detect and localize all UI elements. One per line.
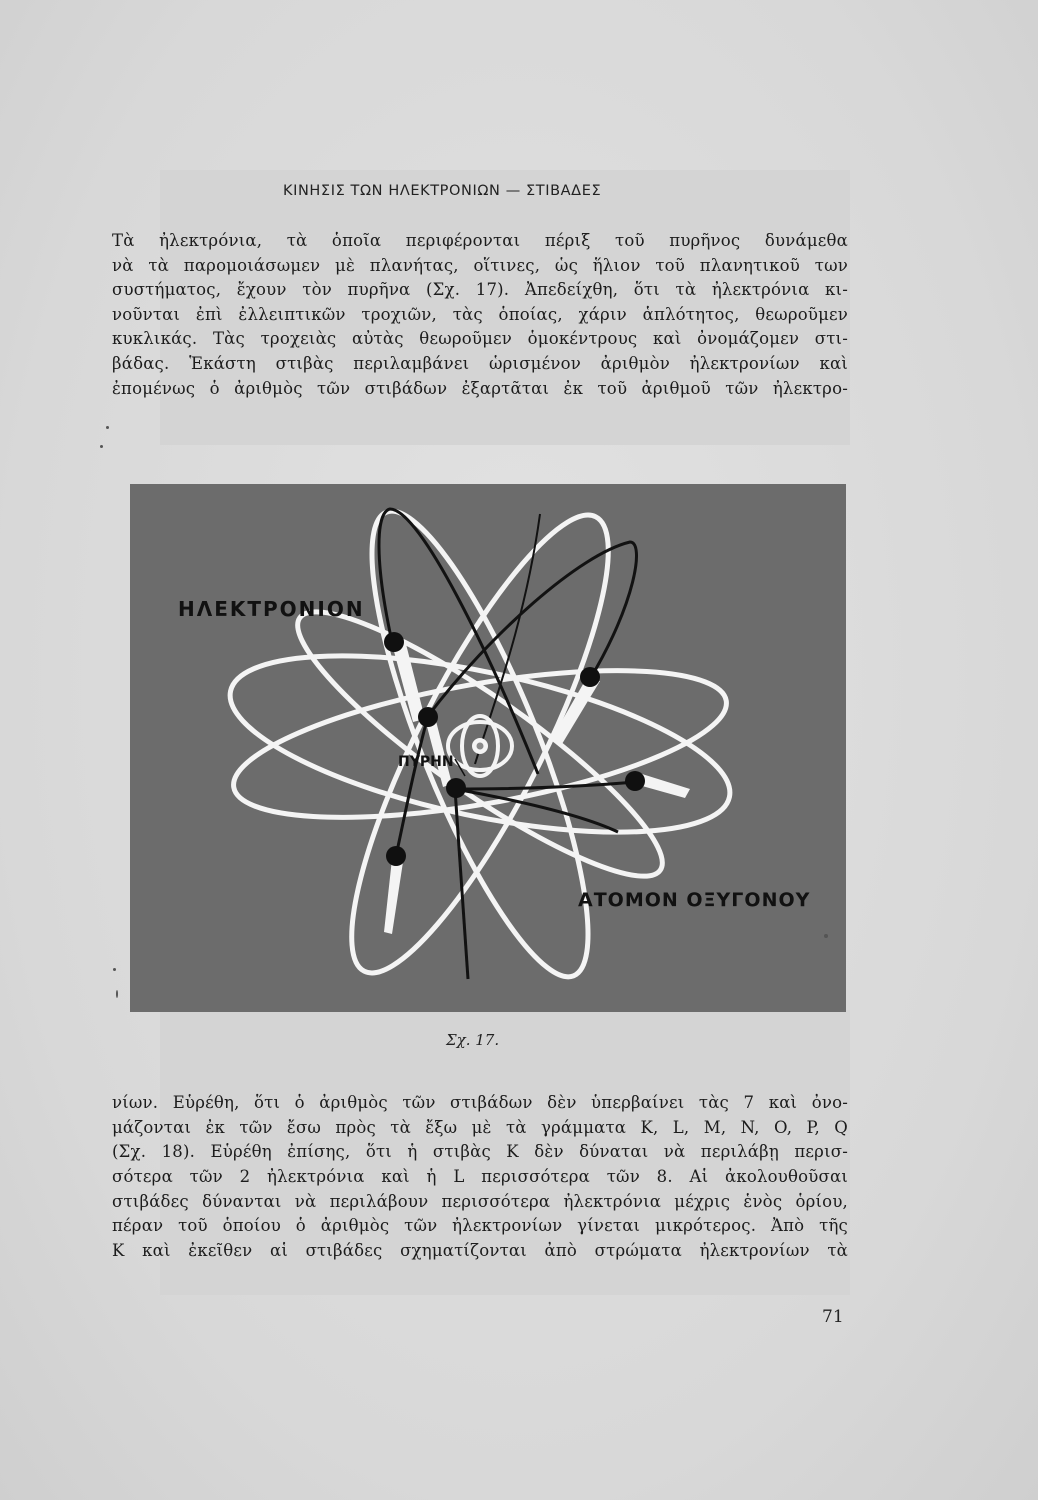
- text-line: Τὰ ἠλεκτρόνια, τὰ ὁποῖα περιφέρονται πέριξ τοῦ πυρῆνος δυνάμεθα: [112, 231, 848, 250]
- label-atom: ΑΤΟΜΟΝ ΟΞΥΓΟΝΟΥ: [578, 889, 811, 911]
- print-speck: [116, 990, 118, 998]
- text-line: πέραν τοῦ ὁποίου ὁ ἀριθμὸς τῶν ἠλεκτρονίων γίνεται μικρότερος. Ἀπὸ τῆς: [112, 1216, 848, 1236]
- text-line: κυκλικάς. Τὰς τροχειὰς αὐτὰς θεωροῦμεν ὁμοκέντρους καὶ ὀνομάζομεν στι-: [112, 329, 848, 349]
- running-head: ΚΙΝΗΣΙΣ ΤΩΝ ΗΛΕΚΤΡΟΝΙΩΝ — ΣΤΙΒΑΔΕΣ: [283, 183, 602, 199]
- paragraph-top: [112, 229, 848, 401]
- electron: [446, 778, 466, 798]
- nucleus-center: [477, 743, 484, 750]
- label-nucleus: ΠΥΡΗΝ: [398, 754, 454, 770]
- text-line: σότερα τῶν 2 ἠλεκτρόνια καὶ ἡ L περισσότερα τῶν 8. Αἱ ἀκολουθοῦσαι: [112, 1167, 848, 1187]
- electron: [418, 707, 438, 727]
- text-line: K καὶ ἐκεῖθεν αἱ στιβάδες σχηματίζονται ἀπὸ στρώματα ἠλεκτρονίων τὰ: [112, 1241, 848, 1261]
- paragraph-bottom: [112, 1091, 848, 1264]
- electron: [580, 667, 600, 687]
- atom-figure: [130, 484, 846, 1012]
- text-line: νοῦνται ἐπὶ ἐλλειπτικῶν τροχιῶν, τὰς ὁποίας, χάριν ἁπλότητος, θεωροῦμεν: [112, 304, 848, 324]
- text-line: μάζονται ἐκ τῶν ἔσω πρὸς τὰ ἔξω μὲ τὰ γράμματα K, L, M, N, O, P, Q: [112, 1117, 848, 1137]
- text-line: βάδας. Ἑκάστη στιβὰς περιλαμβάνει ὡρισμένον ἀριθμὸν ἠλεκτρονίων καὶ: [112, 353, 848, 373]
- label-electron: ΗΛΕΚΤΡΟΝΙΟΝ: [178, 597, 365, 621]
- text-line: νίων. Εὑρέθη, ὅτι ὁ ἀριθμὸς τῶν στιβάδων δὲν ὑπερβαίνει τὰς 7 καὶ ὀνο-: [112, 1093, 848, 1112]
- figure-background: [130, 484, 846, 1012]
- oxygen-atom-diagram: [130, 484, 846, 1012]
- text-line: ἐπομένως ὁ ἀριθμὸς τῶν στιβάδων ἐξαρτᾶται ἐκ τοῦ ἀριθμοῦ τῶν ἠλεκτρο-: [112, 378, 848, 398]
- print-speck: [106, 426, 109, 429]
- text-line: στιβάδες δύνανται νὰ περιλάβουν περισσότερα ἠλεκτρόνια μέχρις ἑνὸς ὁρίου,: [112, 1191, 848, 1211]
- figure-caption: Σχ. 17.: [446, 1031, 500, 1049]
- electron: [384, 632, 404, 652]
- page-number: 71: [822, 1307, 844, 1327]
- text-line: (Σχ. 18). Εὑρέθη ἐπίσης, ὅτι ἡ στιβὰς K δὲν δύναται νὰ περιλάβῃ περισ-: [112, 1142, 848, 1162]
- text-line: συστήματος, ἔχουν τὸν πυρῆνα (Σχ. 17). Ἀπεδείχθη, ὅτι τὰ ἠλεκτρόνια κι-: [112, 280, 848, 300]
- text-line: νὰ τὰ παρομοιάσωμεν μὲ πλανήτας, οἵτινες, ὡς ἥλιον τοῦ πλανητικοῦ των: [112, 255, 848, 275]
- print-speck: [100, 445, 103, 448]
- print-speck: [113, 968, 116, 971]
- electron: [386, 846, 406, 866]
- electron: [625, 771, 645, 791]
- print-speck: [824, 934, 828, 938]
